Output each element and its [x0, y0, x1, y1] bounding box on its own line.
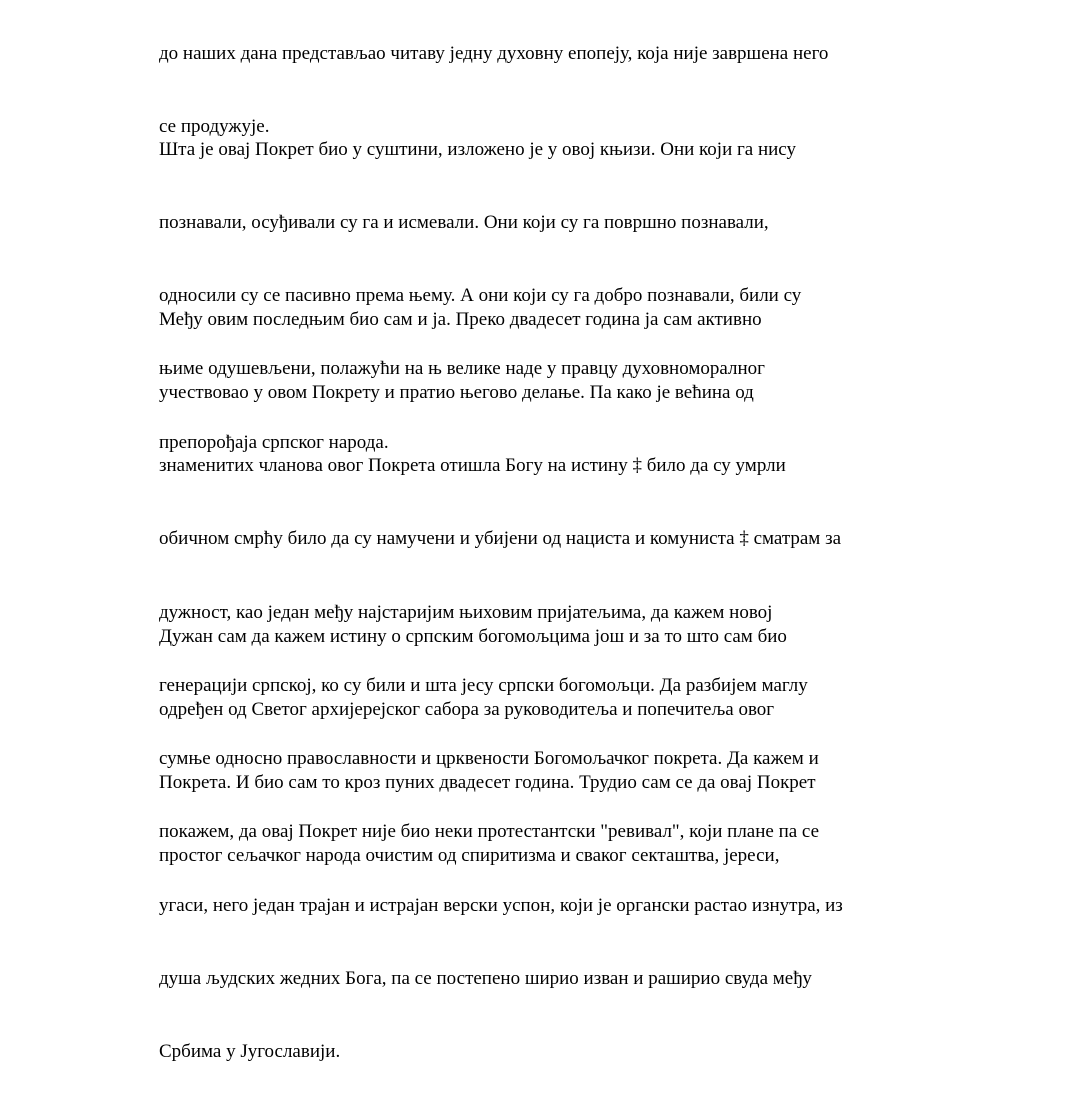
text-line: Покрета. И био сам то кроз пуних двадесет година. Трудио сам се да овај Покрет — [159, 772, 816, 794]
text-line: душа људских жедних Бога, па се постепено ширио изван и раширио свуда међу — [159, 967, 812, 989]
text-line: Шта је овај Покрет био у суштини, изложено је у овој књизи. Они који га нису — [159, 138, 796, 160]
text-line: се продужује. — [159, 116, 270, 138]
text-line: дужност, као један међу најстаријим њиховим пријатељима, да кажем новој — [159, 601, 773, 623]
text-line: угаси, него један трајан и истрајан верски успон, који је органски растао изнутра, из — [159, 894, 843, 916]
text-line: знаменитих чланова овог Покрета отишла Богу на истину ‡ било да су умрли — [159, 455, 786, 477]
paragraph-4 — [159, 576, 816, 918]
text-line: покажем, да овај Покрет није био неки протестантски "ревивал", који плане па се — [159, 821, 820, 843]
text-line: генерацији српској, ко су били и шта јесу српски богомољци. Да разбијем маглу — [159, 674, 808, 696]
text-line: Дужан сам да кажем истину о српским богомољцима још и за то што сам био — [159, 625, 787, 647]
text-line: њиме одушевљени, полажући на њ велике наде у правцу духовноморалног — [159, 358, 765, 380]
text-line: одређен од Светог архијерејског сабора за руководитеља и попечитеља овог — [159, 699, 775, 721]
text-line: препорођаја српског народа. — [159, 431, 389, 453]
text-line: Србима у Југославији. — [159, 1041, 341, 1062]
text-line: Међу овим последњим био сам и ја. Преко двадесет година ја сам активно — [159, 308, 762, 330]
text-line: простог сељачког народа очистим од спиритизма и сваког секташтва, јереси, — [159, 845, 780, 867]
text-line: познавали, осуђивали су га и исмевали. Они који су га површно познавали, — [159, 212, 769, 234]
text-line: до наших дана представљао читаву једну духовну епопеју, која није завршена него — [159, 42, 829, 64]
text-line: обичном смрћу било да су намучени и убијени од нациста и комуниста ‡ сматрам за — [159, 528, 842, 550]
text-line: сумње односно православности и црквености Богомољачког покрета. Да кажем и — [159, 748, 819, 770]
text-line: учествовао у овом Покрету и пратио његово делање. Па како је већина од — [159, 382, 754, 404]
text-line: односили су се пасивно према њему. А они који су га добро познавали, били су — [159, 285, 802, 307]
